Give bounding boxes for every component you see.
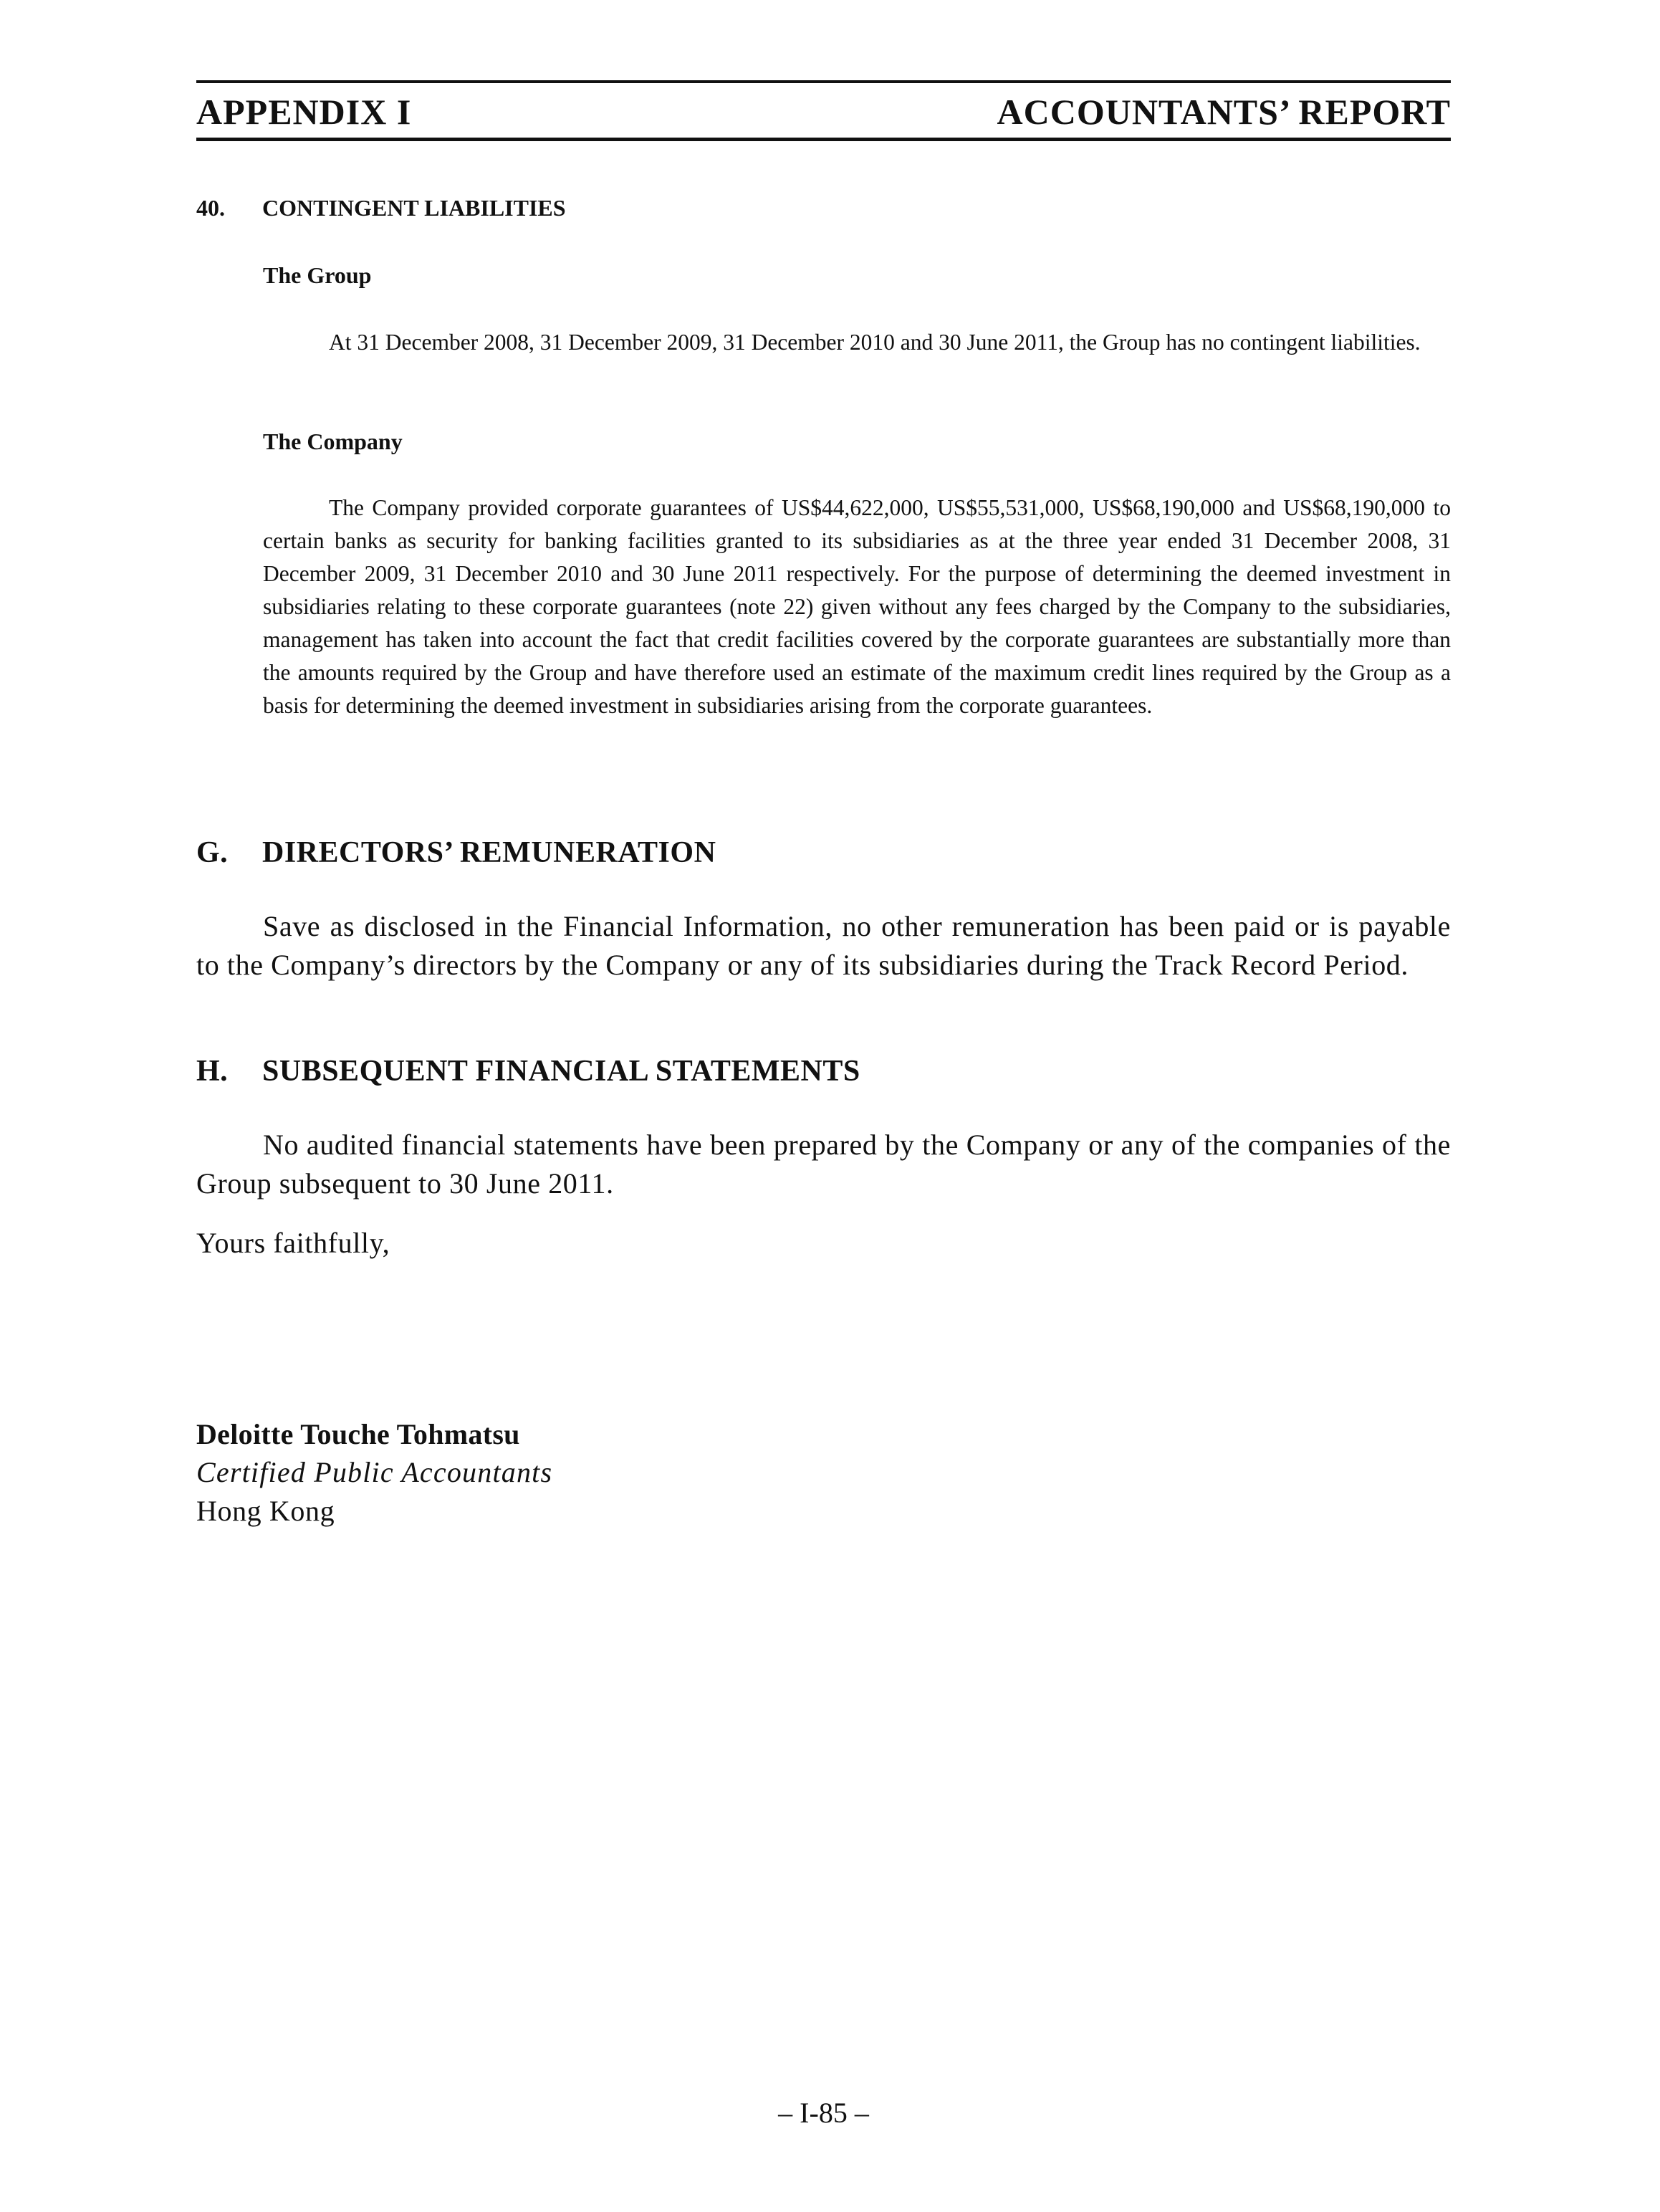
note-40-heading: [196, 193, 566, 222]
section-h-letter: H.: [196, 1055, 229, 1088]
note-title: CONTINGENT LIABILITIES: [262, 195, 566, 221]
header-rule-top: [196, 80, 1451, 83]
header-rule-bottom: [196, 138, 1451, 141]
group-paragraph: At 31 December 2008, 31 December 2009, 31 December 2010 and 30 June 2011, the Group has no contingent liabilities.: [329, 330, 1421, 355]
document-page: [196, 80, 1451, 2187]
closing-salutation: Yours faithfully,: [196, 1227, 390, 1259]
section-g-paragraph: Save as disclosed in the Financial Information, no other remuneration has been paid or is payable to the Company’s directors by the Company or any of its subsidiaries during the Track Record Period.: [196, 910, 1451, 981]
section-g-letter: G.: [196, 836, 229, 869]
signature-firm: Deloitte Touche Tohmatsu: [196, 1418, 520, 1450]
header-report-title: ACCOUNTANTS’ REPORT: [997, 92, 1451, 132]
section-g-title: DIRECTORS’ REMUNERATION: [262, 836, 716, 869]
note-number: 40.: [196, 195, 225, 221]
section-g-heading: [196, 834, 716, 871]
signature-location: Hong Kong: [196, 1495, 335, 1527]
section-h-heading: [196, 1053, 860, 1090]
header-appendix-label: APPENDIX I: [196, 92, 412, 132]
company-subheading: The Company: [263, 428, 403, 454]
signature-title: Certified Public Accountants: [196, 1456, 553, 1488]
section-h-paragraph: No audited financial statements have been prepared by the Company or any of the companies of the Group subsequent to 30 June 2011.: [196, 1129, 1451, 1200]
page-number: – I-85 –: [778, 2097, 869, 2129]
company-paragraph: The Company provided corporate guarantees of US$44,622,000, US$55,531,000, US$68,190,000 and US$68,190,000 to certain banks as security for banking facilities granted to its subsidiaries as at the three year ended 31 December 2008, 31 December 2009, 31 December 2010 and 30 June 2011 respectively. For the purpose of determining the deemed investment in subsidiaries relating to these corporate guarantees (note 22) given without any fees charged by the Company to the subsidiaries, management has taken into account the fact that credit facilities covered by the corporate guarantees are substantially more than the amounts required by the Group and have therefore used an estimate of the maximum credit lines required by the Group as a basis for determining the deemed investment in subsidiaries arising from the corporate guarantees.: [263, 495, 1451, 718]
group-subheading: The Group: [263, 262, 372, 288]
section-h-title: SUBSEQUENT FINANCIAL STATEMENTS: [262, 1055, 860, 1088]
